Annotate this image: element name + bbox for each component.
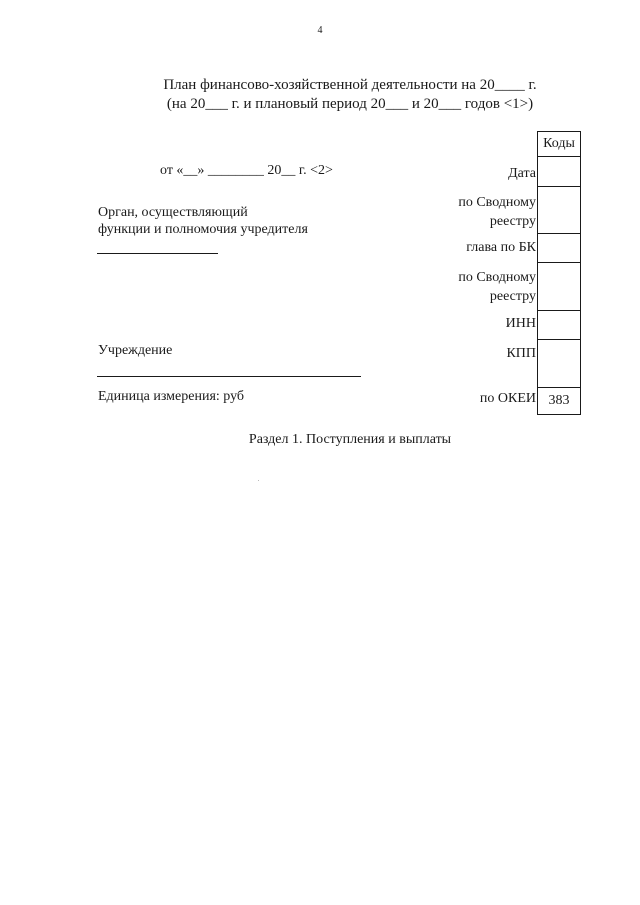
unit-label: Единица измерения: руб — [98, 389, 245, 404]
code-label-summary-registry-1-line1: по Сводному — [458, 195, 536, 210]
code-label-summary-registry-2-line1: по Сводному — [458, 270, 536, 285]
page-number: 4 — [317, 25, 323, 36]
document-subtitle: (на 20___ г. и плановый период 20___ и 20___ годов <1>) — [166, 96, 534, 112]
founder-underline — [97, 253, 218, 254]
code-cell-kpp — [538, 340, 581, 388]
code-label-summary-registry-1 — [458, 193, 536, 231]
code-label-head-bk: глава по БК — [466, 240, 536, 255]
code-label-okei: по ОКЕИ — [479, 391, 536, 406]
date-line: от «__» ________ 20__ г. <2> — [160, 163, 333, 178]
code-label-summary-registry-2-line2: реестру — [489, 289, 536, 304]
founder-label-line1: Орган, осуществляющий — [98, 205, 248, 220]
code-cell-summary-registry-1 — [538, 187, 581, 234]
code-label-date: Дата — [508, 166, 536, 181]
codes-header-cell: Коды — [538, 132, 581, 157]
code-cell-head-bk — [538, 234, 581, 263]
code-cell-okei: 383 — [538, 388, 581, 415]
code-cell-date — [538, 157, 581, 187]
document-title: План финансово-хозяйственной деятельности на 20____ г. — [163, 77, 537, 93]
code-label-summary-registry-1-line2: реестру — [489, 214, 536, 229]
code-cell-inn — [538, 311, 581, 340]
codes-table — [537, 131, 581, 415]
code-cell-summary-registry-2 — [538, 263, 581, 311]
code-label-summary-registry-2 — [458, 268, 536, 306]
founder-label-line2: функции и полномочия учредителя — [98, 222, 308, 237]
scan-speck — [258, 480, 259, 481]
section-title: Раздел 1. Поступления и выплаты — [248, 432, 452, 447]
code-label-kpp: КПП — [506, 346, 536, 361]
code-label-inn: ИНН — [505, 316, 536, 331]
institution-underline — [97, 376, 361, 377]
institution-label: Учреждение — [98, 343, 173, 358]
